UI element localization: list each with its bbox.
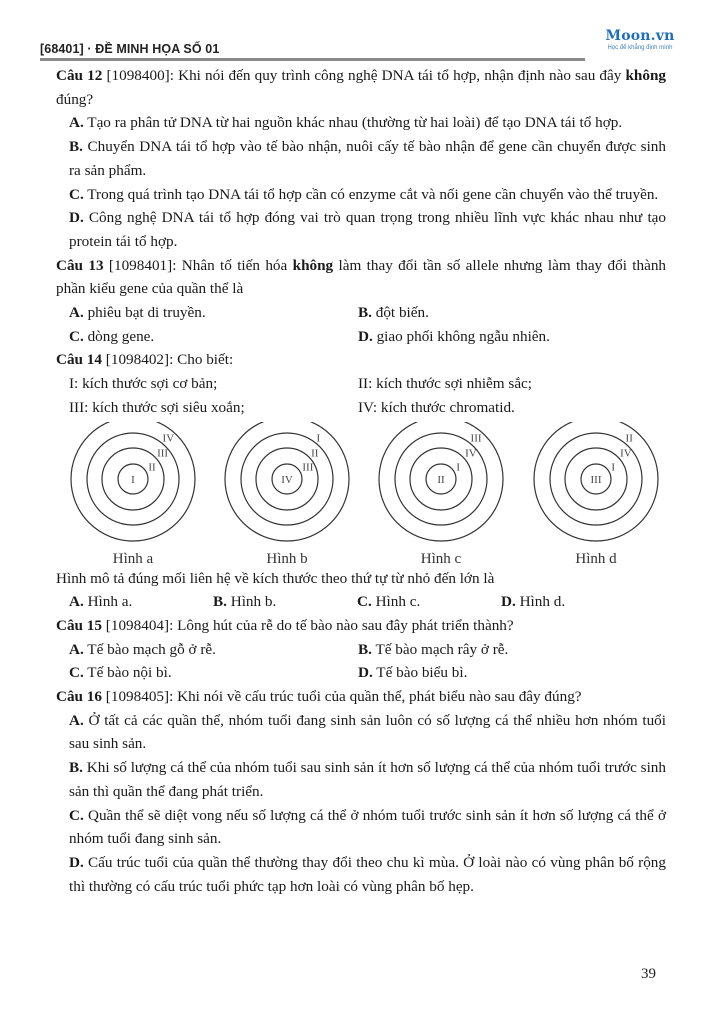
option-text: phiêu bạt di truyền.	[83, 304, 206, 322]
option-letter: A.	[69, 114, 84, 132]
option-a[interactable]	[69, 590, 213, 614]
option-letter: A.	[69, 593, 84, 611]
question-stem	[56, 685, 666, 709]
option-d[interactable]	[56, 851, 666, 898]
option-b[interactable]	[56, 135, 666, 182]
stem-text: : Nhân tố tiến hóa	[172, 256, 293, 274]
option-a[interactable]	[56, 111, 666, 135]
moon-logo	[590, 28, 690, 51]
stem-text: : Cho biết:	[169, 351, 234, 369]
question-stem	[56, 254, 666, 301]
option-c[interactable]	[357, 590, 501, 614]
question-stem	[56, 614, 666, 638]
logo-tagline: Học để khẳng định mình	[607, 45, 673, 51]
option-text: Tạo ra phân tử DNA từ hai nguồn khác nhau (thường từ hai loài) để tạo DNA tái tổ hợp.	[83, 114, 623, 132]
option-b[interactable]	[213, 590, 357, 614]
page-content	[56, 64, 666, 898]
option-text: Hình c.	[371, 593, 421, 611]
ring-label: I	[316, 432, 321, 445]
ring-label: IV	[162, 432, 175, 445]
question-stem	[56, 64, 666, 111]
figure-d	[534, 422, 658, 567]
stem-emphasis: không	[292, 256, 334, 274]
ring-label: IV	[620, 447, 632, 460]
option-letter: D.	[358, 327, 373, 345]
question-stem	[56, 348, 666, 372]
figures-svg	[0, 422, 721, 567]
header-divider	[40, 58, 585, 61]
option-c[interactable]	[56, 804, 666, 851]
ring-label: III	[590, 473, 602, 486]
option-letter: D.	[69, 209, 84, 227]
fact-iii: III: kích thước sợi siêu xoắn;	[69, 398, 245, 416]
ring-label: III	[470, 432, 482, 445]
figure-a	[71, 422, 195, 567]
page-number: 39	[641, 966, 656, 982]
option-text: Khi số lượng cá thể của nhóm tuổi sau sinh sản ít hơn số lượng cá thể của nhóm tuổi trước sinh sản thì quần thể đang phát triển.	[69, 759, 666, 800]
option-letter: B.	[69, 759, 83, 777]
option-letter: A.	[69, 640, 84, 658]
option-letter: B.	[213, 593, 227, 611]
ring-label: IV	[281, 473, 293, 486]
question-label: Câu 14	[56, 351, 102, 369]
figure-caption: Hình c	[420, 550, 462, 567]
option-letter: A.	[69, 711, 84, 729]
option-d[interactable]	[358, 325, 647, 349]
question-label: Câu 12	[56, 67, 103, 84]
option-c[interactable]	[69, 661, 358, 685]
option-b[interactable]	[358, 638, 647, 662]
stem-emphasis: không	[625, 67, 667, 84]
ring-label: II	[311, 447, 319, 460]
option-d[interactable]	[56, 206, 666, 253]
figure-caption: Hình b	[266, 550, 308, 567]
option-c[interactable]	[56, 183, 666, 207]
page-header	[40, 38, 640, 60]
option-a[interactable]	[56, 709, 666, 756]
option-letter: D.	[358, 664, 373, 682]
option-a[interactable]	[69, 301, 358, 325]
option-text: Quần thể sẽ diệt vong nếu số lượng cá thể ở nhóm tuổi trước sinh sản ít hơn số lượng cá thể ở nhóm tuổi đang sinh sản.	[69, 806, 666, 848]
option-c[interactable]	[69, 325, 358, 349]
fact-iv: IV: kích thước chromatid.	[358, 398, 515, 416]
question-label: Câu 15	[56, 616, 102, 634]
option-d[interactable]	[501, 590, 645, 614]
option-letter: A.	[69, 304, 84, 322]
stem-text: đúng?	[56, 90, 94, 108]
option-text: Hình d.	[515, 593, 566, 611]
option-b[interactable]	[56, 756, 666, 803]
option-text: đột biến.	[371, 304, 429, 322]
option-text: Hình a.	[83, 593, 133, 611]
option-text: Cấu trúc tuổi của quần thể thường thay đổi theo chu kì mùa. Ở loài nào có vùng phân bố rộng thì thường có cấu trúc tuổi phức tạp hơn loài có vùng phân bố hẹp.	[69, 853, 666, 895]
question-15	[56, 614, 666, 685]
option-letter: D.	[69, 853, 84, 871]
concentric-figures	[56, 422, 666, 567]
ring-label: III	[302, 461, 314, 474]
stem-text: : Khi nói về cấu trúc tuổi của quần thể, phát biểu nào sau đây đúng?	[169, 688, 582, 706]
question-13	[56, 254, 666, 349]
option-a[interactable]	[69, 638, 358, 662]
question-label: Câu 13	[56, 256, 104, 274]
ring-label: II	[625, 432, 633, 445]
figure-caption: Hình a	[112, 550, 154, 567]
question-code: [1098405]	[105, 688, 170, 706]
option-text: Tế bào mạch rây ở rễ.	[371, 640, 509, 658]
option-b[interactable]	[358, 301, 647, 325]
question-code: [1098401]	[108, 256, 173, 274]
stem-text: : Lông hút của rễ do tế bào nào sau đây phát triển thành?	[169, 616, 514, 634]
question-label: Câu 16	[56, 688, 102, 706]
option-letter: C.	[69, 806, 84, 824]
option-text: dòng gene.	[83, 327, 155, 345]
option-letter: B.	[358, 640, 372, 658]
option-text: Hình b.	[226, 593, 277, 611]
figure-b	[225, 422, 349, 567]
stem-text: : Khi nói đến quy trình công nghệ DNA tái tổ hợp, nhận định nào sau đây	[169, 67, 626, 84]
option-text: Chuyển DNA tái tổ hợp vào tế bào nhận, nuôi cấy tế bào nhận để gene cần chuyển được sinh ra sản phẩm.	[69, 138, 666, 179]
question-14	[56, 348, 666, 614]
ring-label: II	[437, 473, 445, 486]
option-letter: C.	[69, 664, 84, 682]
figure-c	[379, 422, 503, 567]
question-16	[56, 685, 666, 898]
fact-i: I: kích thước sợi cơ bản;	[69, 375, 218, 393]
option-text: Ở tất cả các quần thể, nhóm tuổi đang sinh sản luôn có số lượng cá thể nhiều hơn nhóm tuổi sau sinh sản.	[69, 711, 666, 753]
figure-caption: Hình d	[575, 550, 617, 567]
option-text: Tế bào nội bì.	[83, 664, 172, 682]
option-letter: B.	[69, 138, 83, 156]
ring-label: IV	[465, 447, 477, 460]
option-letter: C.	[69, 327, 84, 345]
option-d[interactable]	[358, 661, 647, 685]
ring-label: I	[131, 473, 135, 486]
option-text: Trong quá trình tạo DNA tái tổ hợp cần có enzyme cắt và nối gene cần chuyển vào thể truyền.	[83, 185, 659, 203]
option-letter: C.	[69, 185, 84, 203]
question-code: [1098400]	[106, 67, 170, 84]
option-text: giao phối không ngẫu nhiên.	[372, 327, 550, 345]
question-code: [1098404]	[105, 616, 170, 634]
question-12	[56, 64, 666, 254]
option-text: Tế bào biểu bì.	[372, 664, 468, 682]
option-letter: D.	[501, 593, 516, 611]
option-text: Tế bào mạch gỗ ở rễ.	[83, 640, 216, 658]
ring-label: II	[148, 461, 156, 474]
option-letter: B.	[358, 304, 372, 322]
option-text: Công nghệ DNA tái tổ hợp đóng vai trò quan trọng trong nhiều lĩnh vực khác nhau như tạo protein tái tổ hợp.	[69, 209, 666, 250]
logo-text: Moon.vn	[605, 28, 675, 44]
ring-label: I	[611, 461, 616, 474]
exam-title: [68401] · ĐỀ MINH HỌA SỐ 01	[40, 42, 220, 56]
question-prompt: Hình mô tả đúng mối liên hệ về kích thước theo thứ tự từ nhỏ đến lớn là	[56, 569, 495, 587]
ring-label: III	[157, 447, 169, 460]
ring-label: I	[456, 461, 461, 474]
stem-text: làm thay đổi tần số allele nhưng làm thay đổi thành phần kiểu gene của quần thể là	[56, 256, 667, 298]
question-code: [1098402]	[105, 351, 170, 369]
fact-ii: II: kích thước sợi nhiễm sắc;	[358, 375, 533, 393]
option-letter: C.	[357, 593, 372, 611]
